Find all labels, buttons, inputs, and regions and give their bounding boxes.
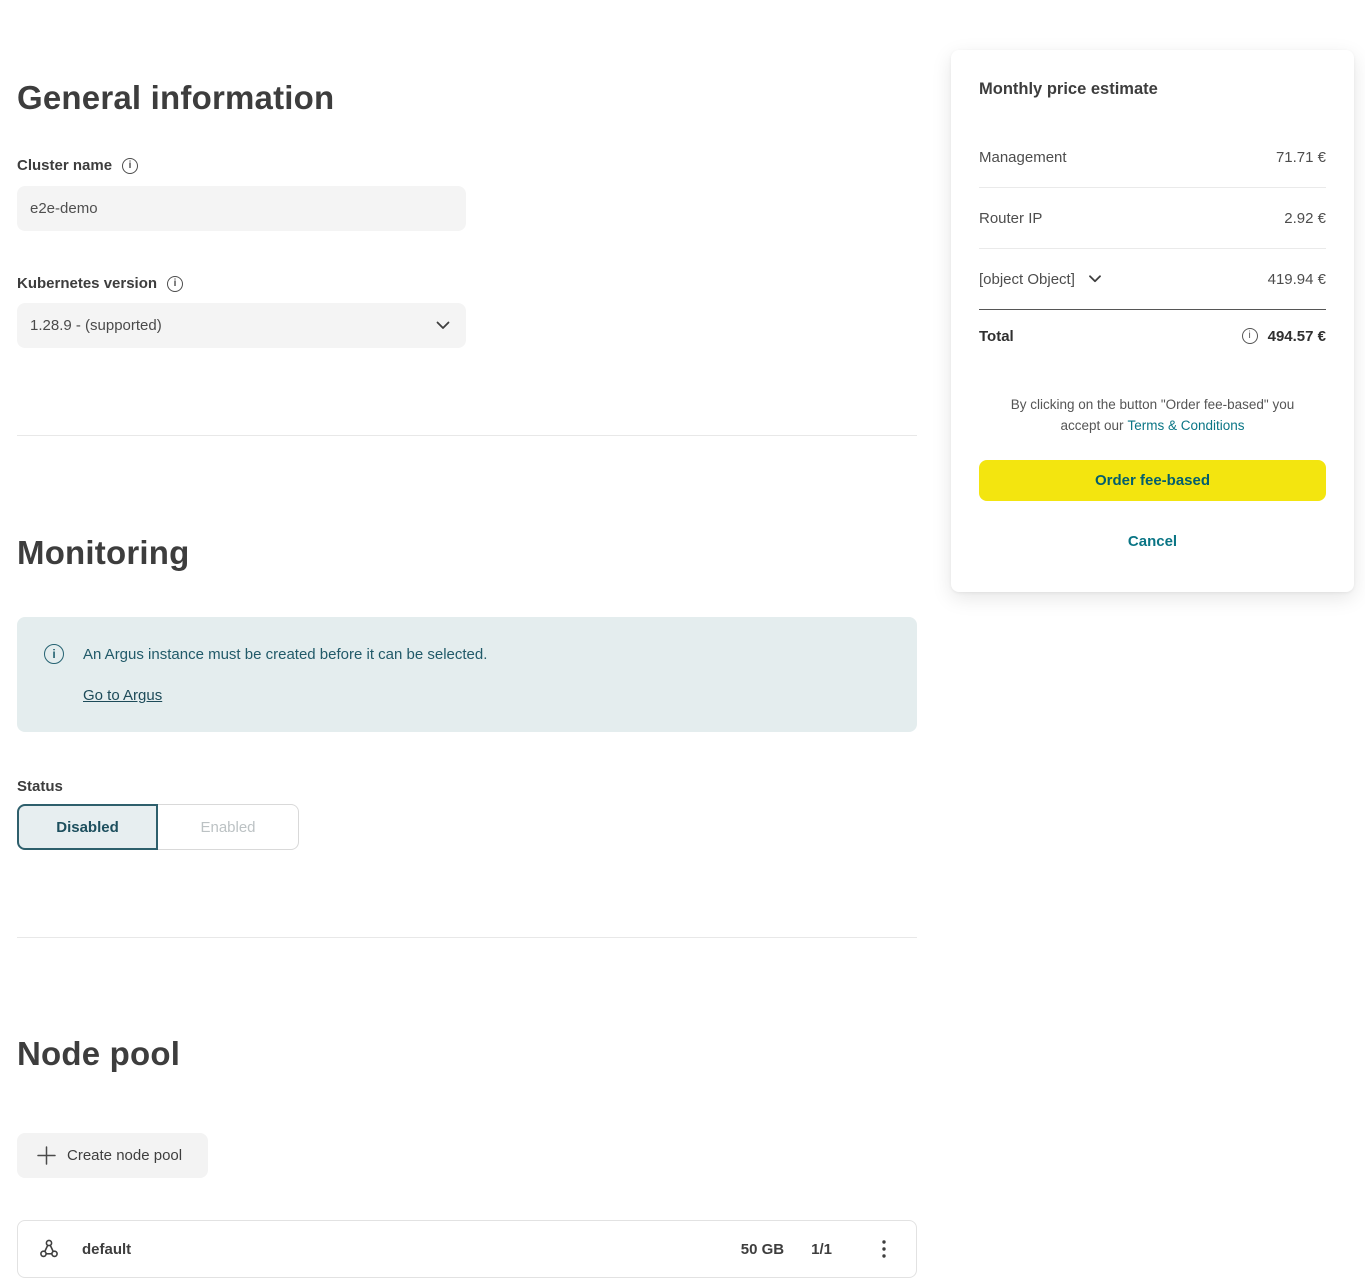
status-toggle-group bbox=[17, 804, 299, 850]
terms-line2-prefix: accept our bbox=[1060, 418, 1124, 433]
section-divider bbox=[17, 937, 917, 938]
section-title-node-pool: Node pool bbox=[17, 1035, 181, 1073]
info-icon[interactable] bbox=[122, 158, 138, 174]
go-to-argus-link[interactable]: Go to Argus bbox=[83, 687, 163, 704]
total-label: Total bbox=[979, 327, 1014, 345]
banner-message: An Argus instance must be created before it can be selected. bbox=[83, 646, 488, 663]
price-row-router-ip bbox=[979, 188, 1326, 249]
node-pool-name: default bbox=[82, 1240, 132, 1258]
node-pool-row-meta bbox=[741, 1236, 890, 1262]
price-row-object bbox=[979, 249, 1326, 310]
kubernetes-version-label-row bbox=[17, 275, 183, 292]
order-fee-based-button[interactable]: Order fee-based bbox=[979, 460, 1326, 501]
price-row-value: 71.71 € bbox=[1275, 148, 1326, 166]
cluster-name-input[interactable] bbox=[17, 186, 466, 231]
price-total-row bbox=[979, 307, 1326, 365]
price-row-label: Router IP bbox=[979, 209, 1043, 227]
status-label: Status bbox=[17, 778, 63, 795]
price-row-expandable[interactable] bbox=[979, 271, 1101, 288]
cluster-name-label-row bbox=[17, 157, 138, 174]
status-option-disabled[interactable]: Disabled bbox=[17, 804, 158, 850]
kubernetes-version-label: Kubernetes version bbox=[17, 275, 158, 292]
node-pool-icon bbox=[38, 1238, 60, 1260]
node-pool-storage: 50 GB bbox=[740, 1240, 785, 1258]
create-node-pool-label: Create node pool bbox=[67, 1147, 183, 1164]
terms-and-conditions-link[interactable]: Terms & Conditions bbox=[1127, 418, 1245, 433]
section-title-general-information: General information bbox=[17, 79, 335, 117]
total-value: 494.57 € bbox=[1267, 327, 1326, 345]
kubernetes-version-select[interactable] bbox=[17, 303, 466, 348]
terms-text bbox=[971, 394, 1334, 436]
price-row-management bbox=[979, 127, 1326, 188]
terms-line1: By clicking on the button "Order fee-based" you bbox=[1010, 397, 1295, 412]
price-row-value: 2.92 € bbox=[1284, 209, 1326, 227]
node-pool-menu-button[interactable] bbox=[878, 1236, 890, 1262]
price-row-label: [object Object] bbox=[979, 270, 1075, 288]
price-row-label: Management bbox=[979, 148, 1067, 166]
price-items bbox=[979, 127, 1326, 310]
cluster-name-label: Cluster name bbox=[17, 157, 113, 174]
price-card-title: Monthly price estimate bbox=[979, 80, 1158, 98]
info-icon[interactable] bbox=[167, 276, 183, 292]
status-option-enabled[interactable]: Enabled bbox=[158, 804, 299, 850]
price-row-value: 419.94 € bbox=[1267, 270, 1326, 288]
create-node-pool-button[interactable] bbox=[17, 1133, 208, 1178]
info-icon[interactable] bbox=[1242, 328, 1258, 344]
node-pool-node-count: 1/1 bbox=[811, 1240, 832, 1258]
kubernetes-version-value: 1.28.9 - (supported) bbox=[30, 317, 162, 334]
node-pool-row[interactable] bbox=[17, 1220, 917, 1278]
section-title-monitoring: Monitoring bbox=[17, 534, 190, 572]
section-divider bbox=[17, 435, 917, 436]
chevron-down-icon bbox=[436, 321, 450, 330]
monthly-price-estimate-card bbox=[951, 50, 1354, 592]
argus-info-banner bbox=[17, 617, 917, 732]
chevron-down-icon bbox=[1089, 275, 1101, 283]
cancel-button[interactable]: Cancel bbox=[951, 532, 1354, 551]
plus-icon bbox=[37, 1146, 56, 1165]
info-icon bbox=[44, 644, 64, 664]
